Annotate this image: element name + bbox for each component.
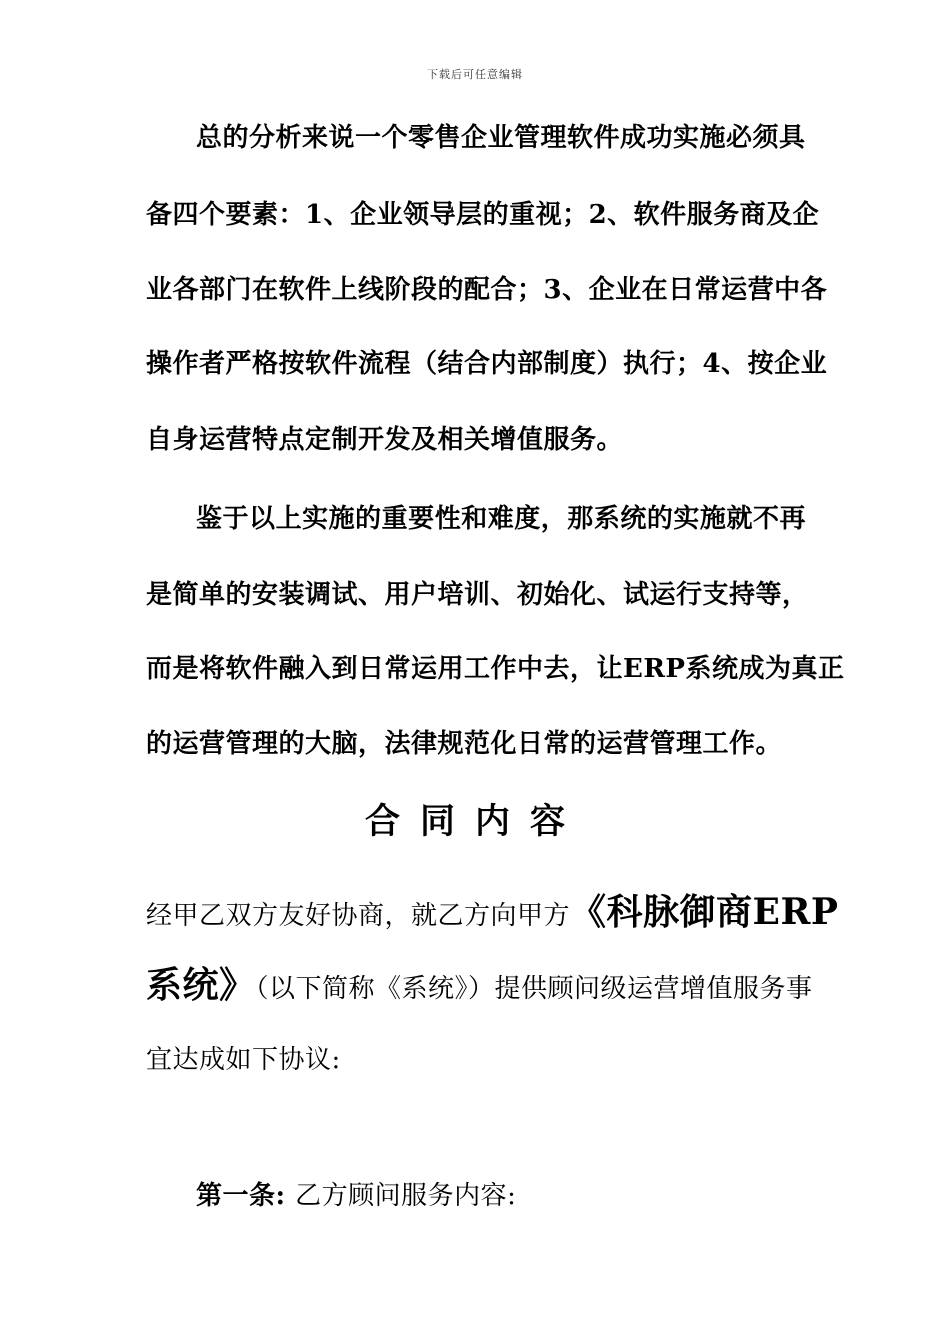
intro-line-2-emphasis: 系统》: [146, 964, 256, 1006]
para1-line-3: 业各部门在软件上线阶段的配合；3、企业在日常运营中各: [146, 275, 828, 305]
article-1: [196, 1176, 806, 1216]
article-1-text: 乙方顾问服务内容:: [295, 1181, 517, 1211]
para1-line-1: 总的分析来说一个零售企业管理软件成功实施必须具: [196, 123, 806, 153]
para1-line-2: 备四个要素：1、企业领导层的重视；2、软件服务商及企: [146, 200, 820, 230]
intro-line-1: [146, 891, 839, 936]
section-title: 合同内容: [364, 801, 585, 842]
intro-line-1-emphasis: 《科脉御商ERP: [570, 891, 839, 933]
article-1-label: 第一条:: [196, 1181, 286, 1211]
para2-line-2: 是简单的安装调试、用户培训、初始化、试运行支持等，: [146, 580, 809, 610]
para2-line-1: 鉴于以上实施的重要性和难度，那系统的实施就不再: [196, 504, 806, 534]
intro-line-2-text: （以下简称《系统》）提供顾问级运营增值服务事: [255, 974, 813, 1004]
intro-line-1-text: 经甲乙双方友好协商，就乙方向甲方: [146, 901, 571, 931]
para1-line-5: 自身运营特点定制开发及相关增值服务。: [146, 425, 624, 455]
para2-line-4: 的运营管理的大脑，法律规范化日常的运营管理工作。: [146, 729, 783, 759]
page-header: 下载后可任意编辑: [427, 68, 523, 81]
intro-line-2: [146, 965, 826, 1009]
para2-line-3: 而是将软件融入到日常运用工作中去，让ERP系统成为真正: [146, 654, 845, 684]
para1-line-4: 操作者严格按软件流程（结合内部制度）执行；4、按企业: [146, 349, 828, 379]
intro-line-3: 宜达成如下协议:: [146, 1045, 341, 1075]
